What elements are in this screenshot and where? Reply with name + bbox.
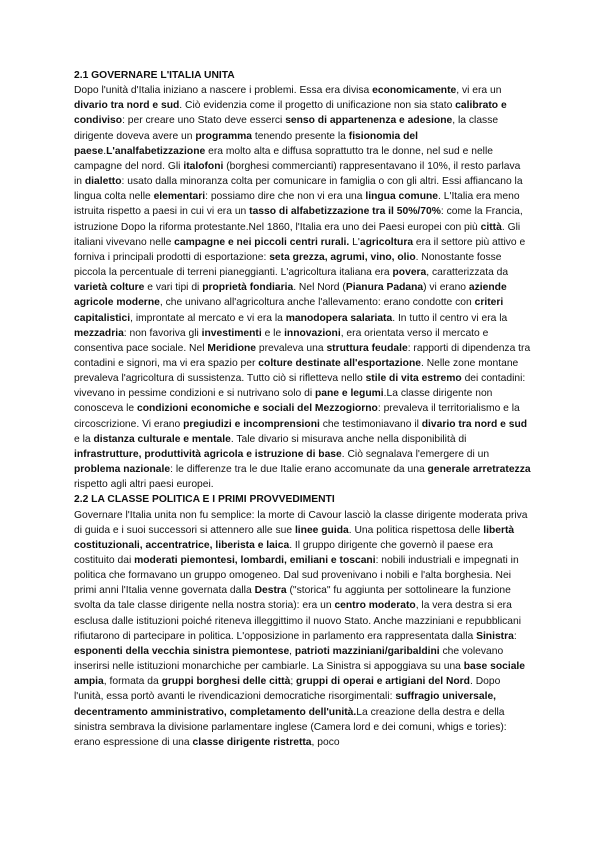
text-run: , la classe dirigente doveva avere un — [74, 115, 499, 142]
bold-text-run: Pianura Padana — [345, 282, 424, 294]
bold-text-run: infrastrutture, produttività agricola e istruzione di base — [74, 448, 342, 460]
text-run: L' — [349, 236, 360, 248]
text-run: . Tale divario si misurava anche nella disponibilità di — [230, 433, 467, 445]
bold-text-run: pane e legumi — [314, 388, 384, 400]
bold-text-run: condizioni economiche e sociali del Mezzogiorno — [136, 403, 378, 415]
bold-text-run: aziende agricole moderne — [74, 282, 507, 309]
bold-text-run: elementari — [153, 191, 206, 203]
text-run: ) vi erano — [423, 282, 469, 294]
text-run: : non favoriva gli — [123, 327, 202, 339]
text-run: , era orientata verso il mercato e consentiva pace sociale. Nel — [74, 327, 489, 354]
bold-text-run: patrioti mazziniani/garibaldini — [294, 645, 440, 657]
bold-text-run: calibrato e condiviso — [74, 100, 507, 127]
text-run: . Gli italiani vivevano nelle — [74, 221, 521, 248]
text-run: : le differenze tra le due Italie erano accomunate da una — [170, 464, 428, 476]
text-run: che testimoniavano il — [319, 418, 422, 430]
section-heading-2-2: 2.2 LA CLASSE POLITICA E I PRIMI PROVVEDIMENTI — [74, 494, 335, 506]
text-run: . In tutto il centro vi era la — [392, 312, 508, 324]
bold-text-run: suffragio universale, decentramento amministrativo, completamento dell'unità. — [74, 691, 497, 718]
bold-text-run: criteri capitalistici — [74, 297, 504, 324]
text-run: , vi era un — [456, 85, 502, 97]
text-run: . Dopo l'unità, essa portò avanti le rivendicazioni democratiche risorgimentali: — [74, 676, 501, 703]
bold-text-run: colture destinate all'esportazione — [258, 357, 421, 369]
text-run: ; — [290, 676, 297, 688]
text-run: era molto alta e diffusa soprattutto tra le donne, nel sud e nelle campagne del nord. Gli — [74, 145, 493, 172]
bold-text-run: Sinistra — [476, 630, 514, 642]
bold-text-run: base sociale ampia — [74, 661, 526, 688]
bold-text-run: agricoltura — [359, 236, 414, 248]
text-run: . Nel Nord ( — [293, 282, 346, 294]
bold-text-run: gruppi di operai e artigiani del Nord — [296, 676, 470, 688]
bold-text-run: senso di appartenenza e adesione — [285, 115, 453, 127]
bold-text-run: italofoni — [183, 160, 224, 172]
bold-text-run: centro moderato — [334, 600, 416, 612]
bold-text-run: divario tra nord e sud — [421, 418, 528, 430]
text-run: . Il gruppo dirigente che governò il paese era costituito dai — [74, 539, 493, 566]
text-run: , caratterizzata da — [426, 267, 509, 279]
text-run: : usato dalla minoranza colta per comunicare in famiglia o con gli altri. Essi affiancano la lingua colta nelle — [74, 176, 523, 203]
text-run: , improntate al mercato e vi era la — [130, 312, 286, 324]
bold-text-run: proprietà fondiaria — [202, 282, 294, 294]
text-run: e le — [261, 327, 285, 339]
bold-text-run: gruppi borghesi delle città — [161, 676, 291, 688]
bold-text-run: stile di vita estremo — [365, 373, 462, 385]
text-run: ("storica" fu aggiunta per sottolineare la funzione svolta da tale classe dirigente nella nostra storia): era un — [74, 585, 511, 612]
bold-text-run: innovazioni — [284, 327, 341, 339]
bold-text-run: programma — [195, 130, 253, 142]
text-run: : possiamo dire che non vi era una — [205, 191, 366, 203]
text-run: . — [103, 145, 107, 157]
section-body-2-1 — [74, 83, 531, 492]
text-run: . Ciò evidenzia come il progetto di unificazione non sia stato — [179, 100, 456, 112]
bold-text-run: classe dirigente ristretta — [192, 736, 312, 748]
text-run: : nobili industriali e impegnati in politica che formavano un gruppo omogeneo. Dal sud provenivano i nobili e l'alta borghesia. Nei primi anni l'Italia venne governata dalla — [74, 555, 519, 597]
text-run: (borghesi commercianti) rappresentavano il 10%, il resto parlava in — [74, 160, 521, 188]
bold-text-run: fisionomia del paese — [74, 130, 418, 157]
text-run: , che univano all'agricoltura anche l'allevamento: erano condotte con — [159, 297, 475, 309]
text-run: , formata da — [103, 676, 162, 688]
section-heading-2-1: 2.1 GOVERNARE L'ITALIA UNITA — [74, 70, 235, 81]
bold-text-run: seta grezza, agrumi, vino, olio — [269, 251, 416, 263]
bold-text-run: struttura feudale — [326, 342, 408, 354]
document-page — [74, 68, 531, 750]
text-run: era il settore più attivo e forniva i principali prodotti di esportazione: — [74, 236, 526, 263]
bold-text-run: Destra — [254, 585, 287, 597]
bold-text-run: linee guida — [294, 524, 349, 536]
text-run: , — [289, 645, 295, 657]
text-run: . Una politica rispettosa delle — [348, 524, 484, 536]
bold-text-run: problema nazionale — [74, 464, 171, 476]
text-run: Governare l'Italia unita non fu semplice: la morte di Cavour lasciò la classe dirigente moderata priva di guida e i suoi successori si attennero alle sue — [74, 509, 528, 536]
text-run: La creazione della destra e della sinistra sembrava la divisione parlamentare inglese (Camera lord e dei comuni, whigs e tories): erano espressione di una — [74, 706, 507, 748]
text-run: che volevano inserirsi nelle istituzioni monarchiche per cambiarle. La Sinistra si appoggiava su una — [74, 645, 504, 673]
text-run: . L'Italia era meno istruita rispetto a paesi in cui vi era un — [74, 191, 520, 218]
text-run: dei contadini: vivevano in pessime condizioni e si nutrivano solo di — [74, 373, 526, 400]
text-run: : — [513, 630, 517, 642]
bold-text-run: varietà colture — [74, 282, 145, 294]
text-run: prevaleva una — [256, 342, 327, 354]
bold-text-run: L'analfabetizzazione — [106, 145, 206, 157]
bold-text-run: distanza culturale e mentale — [93, 433, 231, 445]
text-run: , la vera destra si era esclusa dalle istituzioni poiché riteneva illeggittimo il nuovo Stato. Anche mazziniani e repubblicani rifiutarono di partecipare in politica. L'opposizione in parlamento era rappresentata dalla — [74, 600, 522, 642]
bold-text-run: povera — [392, 267, 427, 279]
text-run: . Nelle zone montane prevaleva l'agricoltura di sussistenza. Tutto ciò si rifletteva nello — [74, 357, 519, 385]
text-run: : per creare uno Stato deve esserci — [122, 115, 286, 127]
bold-text-run: economicamente — [372, 85, 457, 97]
text-run: tenendo presente la — [252, 130, 349, 142]
bold-text-run: investimenti — [201, 327, 262, 339]
text-run: . Ciò segnalava l'emergere di un — [341, 448, 490, 460]
bold-text-run: città — [480, 221, 502, 233]
bold-text-run: divario tra nord e sud — [74, 100, 180, 112]
bold-text-run: esponenti della vecchia sinistra piemontese — [74, 645, 290, 657]
text-run: . Nonostante fosse piccola la percentuale di terreni pianeggianti. L'agricoltura italiana era — [74, 251, 502, 279]
bold-text-run: campagne e nei piccoli centri rurali. — [174, 236, 350, 248]
bold-text-run: dialetto — [84, 176, 122, 188]
bold-text-run: lingua comune — [365, 191, 439, 203]
bold-text-run: mezzadria — [74, 327, 124, 339]
section-body-2-2 — [74, 508, 531, 751]
bold-text-run: manodopera salariata — [285, 312, 393, 324]
text-run: .La classe dirigente non conosceva le — [74, 388, 493, 415]
bold-text-run: Meridione — [207, 342, 257, 354]
text-run: : prevaleva il territorialismo e la circoscrizione. Vi erano — [74, 403, 520, 430]
text-run: e la — [74, 433, 94, 445]
text-run: , poco — [311, 736, 340, 748]
text-run: : come la Francia, istruzione Dopo la riforma protestante.Nel 1860, l'Italia era uno dei Paesi europei con più — [74, 206, 523, 233]
bold-text-run: pregiudizi e incomprensioni — [183, 418, 320, 430]
text-run: rispetto agli altri paesi europei. — [74, 479, 214, 491]
bold-text-run: libertà costituzionali, accentratrice, liberista e laica — [74, 524, 515, 551]
text-run: : rapporti di dipendenza tra contadini e signori, ma vi era spazio per — [74, 342, 531, 369]
bold-text-run: moderati piemontesi, lombardi, emiliani e toscani — [134, 555, 376, 566]
bold-text-run: tasso di alfabetizzazione tra il 50%/70% — [249, 206, 441, 218]
text-run: e vari tipi di — [144, 282, 203, 294]
text-run: Dopo l'unità d'Italia iniziano a nascere i problemi. Essa era divisa — [74, 85, 373, 97]
bold-text-run: generale arretratezza — [427, 464, 531, 476]
